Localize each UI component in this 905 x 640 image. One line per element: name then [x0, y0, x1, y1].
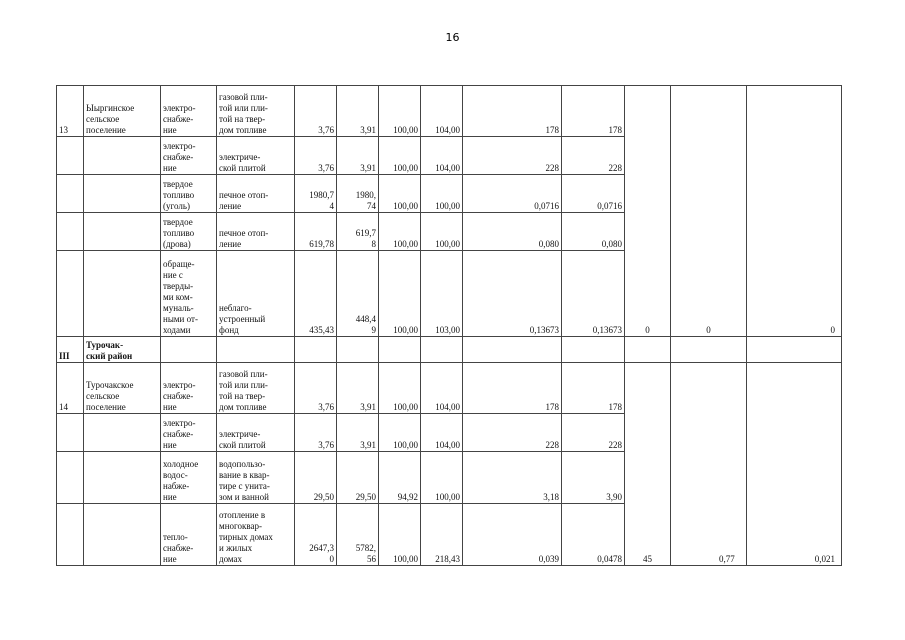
summary-cell: 0	[747, 86, 842, 337]
row-number: 14	[57, 363, 84, 414]
housing-cell: неблаго- устроенный фонд	[217, 251, 295, 337]
tariff-table	[56, 85, 842, 566]
value-cell: 100,00	[379, 504, 421, 566]
section-row	[57, 337, 842, 363]
housing-cell: водопользо- вание в квар- тире с унита- зом и ванной	[217, 452, 295, 504]
summary-cell: 0,021	[747, 363, 842, 566]
value-cell: 3,76	[295, 414, 337, 452]
value-cell: 103,00	[421, 251, 463, 337]
housing-cell: газовой пли- той или пли- той на твер- дом топливе	[217, 86, 295, 137]
value-cell: 228	[562, 137, 625, 175]
value-cell: 100,00	[421, 175, 463, 213]
value-cell: 100,00	[379, 137, 421, 175]
value-cell: 29,50	[337, 452, 379, 504]
value-cell: 1980,7 4	[295, 175, 337, 213]
value-cell: 104,00	[421, 363, 463, 414]
value-cell: 100,00	[379, 213, 421, 251]
value-cell: 100,00	[379, 414, 421, 452]
settlement-name	[84, 137, 161, 175]
value-cell: 3,76	[295, 363, 337, 414]
service-cell: обраще- ние с тверды- ми ком- муналь- ными от- ходами	[161, 251, 217, 337]
value-cell: 218,43	[421, 504, 463, 566]
summary-cell: 45	[625, 363, 671, 566]
settlement-name	[84, 414, 161, 452]
service-cell: твердое топливо (дрова)	[161, 213, 217, 251]
table-row	[57, 86, 842, 137]
housing-cell: электриче- ской плитой	[217, 414, 295, 452]
value-cell: 178	[562, 86, 625, 137]
settlement-name: Турочакское сельское поселение	[84, 363, 161, 414]
service-cell: электро- снабже- ние	[161, 414, 217, 452]
table-row	[57, 363, 842, 414]
value-cell: 94,92	[379, 452, 421, 504]
housing-cell: печное отоп- ление	[217, 175, 295, 213]
row-number	[57, 137, 84, 175]
value-cell: 1980, 74	[337, 175, 379, 213]
housing-cell: электриче- ской плитой	[217, 137, 295, 175]
value-cell: 228	[463, 137, 562, 175]
value-cell: 2647,3 0	[295, 504, 337, 566]
settlement-name	[84, 251, 161, 337]
value-cell: 3,76	[295, 137, 337, 175]
service-cell: электро- снабже- ние	[161, 363, 217, 414]
value-cell: 100,00	[421, 213, 463, 251]
value-cell: 100,00	[379, 86, 421, 137]
summary-cell: 0	[625, 86, 671, 337]
value-cell: 104,00	[421, 86, 463, 137]
settlement-name: Ыыргинское сельское поселение	[84, 86, 161, 137]
value-cell: 5782, 56	[337, 504, 379, 566]
settlement-name	[84, 175, 161, 213]
value-cell: 3,91	[337, 137, 379, 175]
value-cell: 435,43	[295, 251, 337, 337]
value-cell: 178	[463, 363, 562, 414]
value-cell: 104,00	[421, 414, 463, 452]
value-cell: 29,50	[295, 452, 337, 504]
housing-cell: газовой пли- той или пли- той на твер- дом топливе	[217, 363, 295, 414]
service-cell: электро- снабже- ние	[161, 137, 217, 175]
housing-cell: отопление в многоквар- тирных домах и жилых домах	[217, 504, 295, 566]
value-cell: 3,18	[463, 452, 562, 504]
row-number	[57, 175, 84, 213]
value-cell: 3,76	[295, 86, 337, 137]
value-cell: 619,78	[295, 213, 337, 251]
value-cell: 0,0716	[562, 175, 625, 213]
value-cell: 100,00	[421, 452, 463, 504]
value-cell: 178	[463, 86, 562, 137]
value-cell: 0,0478	[562, 504, 625, 566]
service-cell: твердое топливо (уголь)	[161, 175, 217, 213]
row-number	[57, 452, 84, 504]
value-cell: 3,91	[337, 363, 379, 414]
value-cell: 0,039	[463, 504, 562, 566]
value-cell: 100,00	[379, 363, 421, 414]
value-cell: 3,90	[562, 452, 625, 504]
value-cell: 0,0716	[463, 175, 562, 213]
row-number	[57, 414, 84, 452]
service-cell: холодное водос- набже- ние	[161, 452, 217, 504]
section-title: Турочак- ский район	[84, 337, 161, 363]
row-number	[57, 251, 84, 337]
row-number	[57, 504, 84, 566]
value-cell: 228	[562, 414, 625, 452]
service-cell: тепло- снабже- ние	[161, 504, 217, 566]
value-cell: 619,7 8	[337, 213, 379, 251]
summary-cell: 0,77	[671, 363, 747, 566]
section-number: III	[57, 337, 84, 363]
value-cell: 104,00	[421, 137, 463, 175]
value-cell: 228	[463, 414, 562, 452]
value-cell: 0,13673	[562, 251, 625, 337]
value-cell: 0,080	[562, 213, 625, 251]
row-number	[57, 213, 84, 251]
value-cell: 3,91	[337, 414, 379, 452]
value-cell: 178	[562, 363, 625, 414]
value-cell: 0,13673	[463, 251, 562, 337]
value-cell: 0,080	[463, 213, 562, 251]
settlement-name	[84, 504, 161, 566]
value-cell: 100,00	[379, 175, 421, 213]
settlement-name	[84, 213, 161, 251]
page-number: 16	[445, 31, 460, 44]
value-cell: 100,00	[379, 251, 421, 337]
summary-cell: 0	[671, 86, 747, 337]
service-cell: электро- снабже- ние	[161, 86, 217, 137]
housing-cell: печное отоп- ление	[217, 213, 295, 251]
row-number: 13	[57, 86, 84, 137]
settlement-name	[84, 452, 161, 504]
value-cell: 448,4 9	[337, 251, 379, 337]
value-cell: 3,91	[337, 86, 379, 137]
